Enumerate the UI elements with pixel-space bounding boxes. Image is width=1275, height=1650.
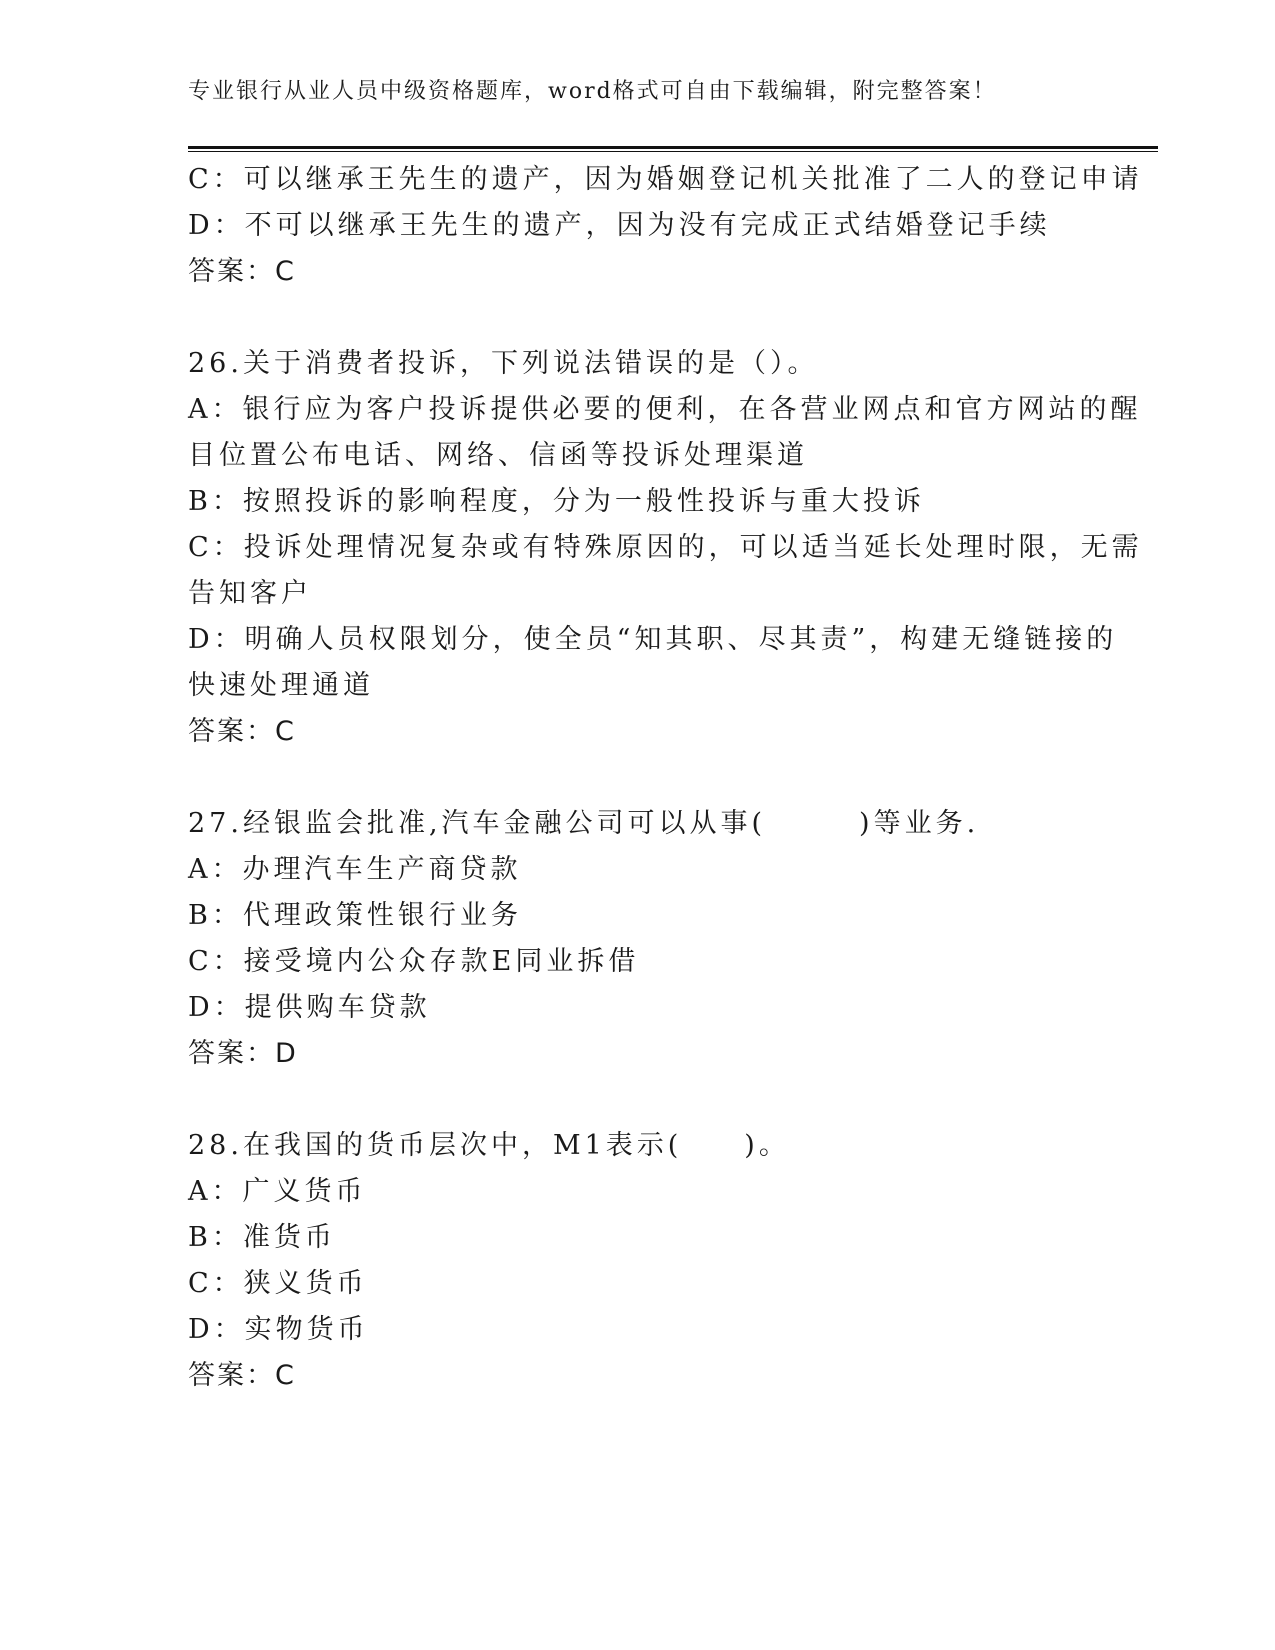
- question-26: [188, 341, 1143, 755]
- spacer: [188, 295, 1088, 341]
- question-28: [188, 1123, 1088, 1399]
- question-25-continuation: [188, 157, 1143, 295]
- option-b: B：准货币: [188, 1222, 336, 1253]
- option-d: D：不可以继承王先生的遗产，因为没有完成正式结婚登记手续: [188, 210, 1051, 241]
- option-a: A：办理汽车生产商贷款: [188, 854, 522, 885]
- spacer: [188, 755, 1088, 801]
- option-b: B：按照投诉的影响程度，分为一般性投诉与重大投诉: [188, 486, 925, 517]
- option-d-continued: 快速处理通道: [188, 670, 374, 701]
- question-stem: 26.关于消费者投诉，下列说法错误的是（）。: [188, 348, 819, 379]
- option-d: D：实物货币: [188, 1314, 369, 1345]
- page-header: 专业银行从业人员中级资格题库，word格式可自由下载编辑，附完整答案！: [188, 79, 997, 104]
- option-a: A：广义货币: [188, 1176, 367, 1207]
- option-b: B：代理政策性银行业务: [188, 900, 522, 931]
- option-a: A：银行应为客户投诉提供必要的便利，在各营业网点和官方网站的醒: [188, 394, 1142, 425]
- option-a-continued: 目位置公布电话、网络、信函等投诉处理渠道: [188, 440, 808, 471]
- answer-line: 答案：C: [188, 716, 296, 747]
- spacer: [188, 1077, 1088, 1123]
- question-stem: 27.经银监会批准,汽车金融公司可以从事( )等业务.: [188, 808, 980, 839]
- header-rule-thin: [188, 151, 1158, 152]
- option-c: C：投诉处理情况复杂或有特殊原因的，可以适当延长处理时限，无需: [188, 532, 1143, 563]
- option-d: D：提供购车贷款: [188, 992, 431, 1023]
- option-c: C：可以继承王先生的遗产，因为婚姻登记机关批准了二人的登记申请: [188, 164, 1143, 195]
- header-rule-thick: [188, 146, 1158, 149]
- question-27: [188, 801, 1088, 1077]
- option-c-continued: 告知客户: [188, 578, 312, 609]
- question-stem: 28.在我国的货币层次中，M1表示( )。: [188, 1130, 790, 1161]
- answer-line: 答案：C: [188, 256, 296, 287]
- answer-line: 答案：D: [188, 1038, 298, 1069]
- option-c: C：接受境内公众存款E同业拆借: [188, 946, 640, 977]
- question-content: [188, 157, 1143, 1399]
- option-c: C：狭义货币: [188, 1268, 368, 1299]
- option-d: D：明确人员权限划分，使全员“知其职、尽其责”，构建无缝链接的: [188, 624, 1118, 655]
- answer-line: 答案：C: [188, 1360, 296, 1391]
